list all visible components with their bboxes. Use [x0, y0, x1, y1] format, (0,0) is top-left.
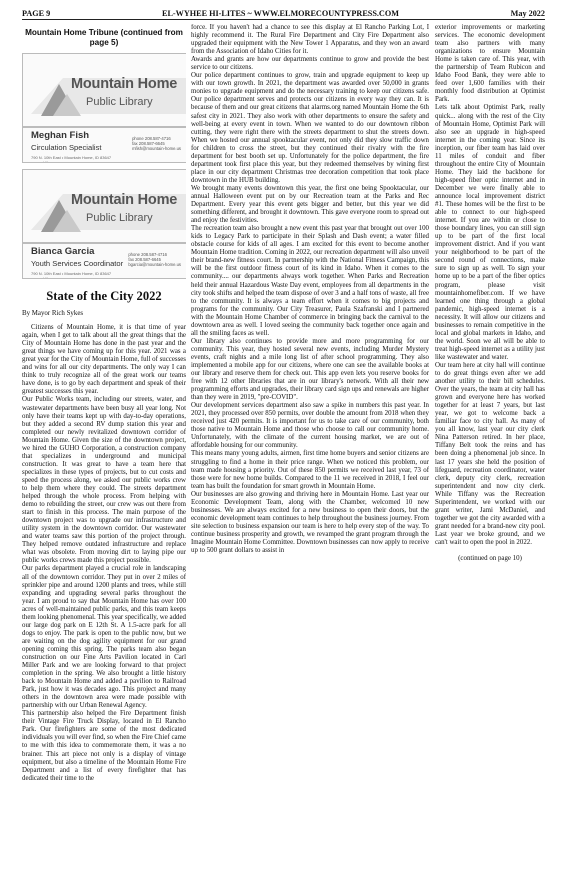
website: www.mhlibrary.org — [31, 161, 62, 163]
staff-role: Youth Services Coordinator — [31, 259, 124, 268]
column-1 — [22, 24, 186, 783]
phone: phone 208.587-4716 — [128, 252, 167, 257]
library-name-line1: Mountain Home — [71, 192, 178, 208]
paragraph: Our parks department played a crucial role in landscaping all of the downtown corridor. They put in over 2 miles of sprinkler pipe and around 1200 plants and trees, while still expanding and upgrading several parks throughout the year. I am proud to say that Mountain Home has over 100 acres of well-maintained public parks, and this team keeps them looking phenomenal. This year specifically, we added our large dog park on E 12th St. A 1.5-acre park for all dogs to enjoy. The park is open to the public now, but we are waiting on the dog agility equipment for our grand opening coming this spring. The parks team also began construction on our Fine Arts Pavilion located in Carl Miller Park and we are looking forward to that project completion in the spring. We also brought a little history back to Mountain Home and added a pavilion to Railroad Park, just how it was decades ago. This project and many others in the downtown area were made possible with partnership with our Urban Renewal Agency. — [22, 565, 186, 710]
library-card-1 — [22, 53, 186, 163]
address: 790 N. 10th East • Mountain Home, ID 83647 — [31, 155, 112, 160]
staff-name: Meghan Fish — [31, 130, 90, 141]
phone: phone 208.587-4716 — [132, 136, 171, 141]
fax: fax 208.587-6645 — [128, 257, 161, 263]
fax: fax 208.587-6645 — [132, 141, 165, 147]
issue-date: May 2022 — [510, 9, 545, 18]
paragraph: Our Public Works team, including our streets, water, and wastewater departments have been busy all year long. Not only have their teams kept up with day-to-day operations, but they added a second RV dump station this year and completed our newly revitalized downtown corridor of Mountain Home. Given the size of the downtown project, we hired the GUHO Corporation, a construction company that specializes in underground and municipal construction. It was great to have a team here that specializes in these types of projects, but to cut costs and speed the process along, we asked our public works crew to help them where they could. The streets department helped through the whole process. From helping with demo to rebuilding the street, our crew was out there from start to finish in this process. The main purpose of the downtown project was to upgrade our infrastructure and utility system in the downtown corridor. Our wastewater and water teams saw this portion of the project through. They helped remove outdated infrastructure and replace what was obsolete. From moving dirt to laying pipe our public works crews made this project possible. — [22, 396, 186, 565]
paragraph: Citizens of Mountain Home, it is that time of year again, when I get to talk about all the great things that the City of Mountain Home has done in the past year and the great things we have coming up for this year. 2021 was a great year for the City of Mountain Home, full of successes and wins for all our city departments. The only way I can think to truly recognize all of the great work our teams have done, is to go by each department and speak of their greatest successes this year. — [22, 324, 186, 396]
paragraph: Lets talk about Optimist Park, really quick... along with the rest of the City of Mountain Home, Optimist Park will also see an upgrade in high-speed internet in the coming year. Since its inception, our fiber team has laid over 11 miles of conduit and fiber throughout the entire City of Mountain Home. They laid the backbone for high-speed fiber optic internet and in December we were finally able to announce local improvement district #1. These homes will be the first to be able to connect to our high-speed internet. If you are within or close to those boundary lines, you can still sign up to be part of the first local improvement district. And if you want your neighborhood to be part of the second round of connections, make sure to sign up as well. To sign your home up to be a part of the fiber optics program, please visit mountainhomefiber.com. If we have learned one thing through a global pandemic, high-speed internet is a necessity. It will allow our citizens and businesses to remain competitive in the local and global markets in Idaho, and the world. Soon we all will be able to treat high-speed internet as a utility just like wastewater and water. — [435, 104, 545, 361]
library-name-line2: Public Library — [86, 212, 153, 224]
publication-line: EL-WYHEE HI-LITES ~ WWW.ELMORECOUNTYPRESS.COM — [161, 9, 399, 18]
paragraph: The recreation team also brought a new event this past year that brought out over 100 kids to Legacy Park to participate in their Splash and Dash event; a water filled obstacle course for kids of all ages. I am excited for this event to become another Mountain Home tradition. Coming in 2022, our recreation department will also unveil their brand-new fitness court. In partnership with the National Fitness Campaign, this will be the first outdoor fitness court of its kind in Idaho. When it comes to the community.... our departments always work together. When Parks and Recreation held their annual Hazardous Waste Day event, employees from all departments in the city took shifts and helped the team dispose of over 3 and a half tons of waste, all free to the community. It is always a team effort when it comes to big projects and programs for the community. Our City Treasurer, Paula Szafranski and I partnered with the Mountain Home Chamber of commerce in bringing back the carnival to the downtown area as well. I loved seeing the community back together once again and all the smiling faces as well. — [191, 225, 429, 337]
paragraph: force. If you haven't had a chance to see this display at El Rancho Parking Lot, I highly recommend it. The Rural Fire Department and City Fire Department also upgraded their equipment with the New Tower 1 Apparatus, and they won an award from the Association of Idaho Cities for it. — [191, 24, 429, 56]
paragraph: exterior improvements or marketing services. The economic development team also partners with many organizations to ensure Mountain Home is taken care of. This year, with the partnership of Team Rubicon and Idaho Food Bank, they were able to feed over 1,600 families with their monthly food distribution at Optimist Park. — [435, 24, 545, 104]
staff-role: Circulation Specialist — [31, 143, 102, 152]
website: www.mhlibrary.org — [31, 277, 62, 279]
library-name-line2: Public Library — [86, 96, 153, 108]
staff-name: Bianca Garcia — [31, 246, 95, 257]
paragraph: This means many young adults, airmen, first time home buyers and senior citizens are struggling to find a home in their price range. When we noticed this problem, our team made housing a priority. Out of these 850 permits we received last year, 73 of those were for new home builds. Compared to the 11 we received in 2018, I feel our team has built the foundation for smart growth in Mountain Home. — [191, 450, 429, 490]
library-name-line1: Mountain Home — [71, 76, 178, 92]
paragraph: Awards and grants are how our departments continue to grow and provide the best service to our citizens. — [191, 56, 429, 72]
contact-block — [128, 252, 181, 268]
column-3 — [435, 24, 545, 563]
page-number: PAGE 9 — [22, 9, 51, 18]
paragraph: We brought many events downtown this year, the first one being Spooktacular, our annual Halloween event put on by our Recreation team at the Parks and Rec Department. Every year this event gets bigger and better, but this year we did something different, and brought it downtown. This gave everyone room to spread out and enjoy the festivities. — [191, 184, 429, 225]
continued-note: (continued on page 10) — [458, 555, 522, 563]
email: mfish@mountain-home.us — [132, 146, 181, 152]
header-rule — [22, 19, 545, 20]
byline: By Mayor Rich Sykes — [22, 310, 84, 317]
column-2 — [191, 24, 429, 555]
email: bgarcia@mountain-home.us — [128, 262, 181, 268]
address: 790 N. 10th East • Mountain Home, ID 83647 — [31, 271, 112, 276]
paragraph: Our businesses are also growing and thriving here in Mountain Home. Last year our Economic Development Team, along with the Chamber, welcomed 10 new businesses. We are always excited for a new business to open their doors, but the economic development team continues to help throughout the business journey. From site selection to business expansion our team is here to help every step of the way. To continue business prosperity and growth, we revamped the grant program through the Imagine Mountain Home Committee. Downtown businesses can now apply to receive up to 500 grant dollars to assist in — [191, 490, 429, 555]
paragraph: This partnership also helped the Fire Department finish their Vintage Fire Truck Display, located in El Rancho Park. Our firefighters are some of the most dedicated individuals you will ever find, so when the Fire Chief came to me with this idea to commemorate them, it was a no brainer. This art piece not only is a display of vintage equipment, but also a timeline of the Mountain Home Fire Department and a list of every firefighter that has dedicated their time to the — [22, 710, 186, 782]
kicker: Mountain Home Tribune (continued from page 5) — [25, 28, 183, 47]
library-card-2 — [22, 169, 186, 279]
paragraph: Our library also continues to provide more and more programming for our community. This year, they hosted several new events, including Murder Mystery events, craft nights and a mile long list of after school programming. They also implemented a mobile app for our citizens, where one can see the available books at our library and reserve them for check out. This app even lets you reserve books for free with 12 other libraries that are in our library's network. With all their new programming efforts and upgrades, their library card sign ups and renewals are higher than they were in 2019, "pre-COVID". — [191, 337, 429, 402]
page-header — [22, 2, 545, 18]
paragraph: Our development services department also saw a spike in numbers this past year. In 2021, they processed over 850 permits, over double the amount from 2018 when they received just 420 permits. It is important for us to take care of our community, both those native to Mountain Home and those who choose to call our community home. Unfortunately, with the climate of the current housing market, we are out of affordable housing for our community. — [191, 402, 429, 450]
paragraph: Our team here at city hall will continue to do great things even after we add another utility to their bill schedules. Over the years, the team at city hall has grown and everyone here has worked together for at least 7 years, but last year, we got to welcome back a familiar face to city hall. As many of you all know, last year our city clerk Nina Patterson retired. In her place, Tiffany Belt took the reins and has been doing a phenomenal job since. In last 17 years she held the position of lifeguard, recreation coordinator, water clerk, deputy city clerk, recreation superintendent and now city clerk. While Tiffany was the Recreation Superintendent, we worked with our grant writer, Jami McDaniel, and together we got the city awarded with a grant needed for a brand-new city pool. Last year we broke ground, and we can't wait to open the pool in 2022. — [435, 361, 545, 546]
paragraph: Our police department continues to grow, train and upgrade equipment to keep up with our town growth. In 2021, the department was awarded over 50,000 in grants monies to upgrade equipment and do the necessary training to keep our citizens safe. Our police department serves and protects our citizens in every way they can. It is because of them and our great citizens that alarms.org named Mountain Home the 6th safest city in 2021. They also work with other departments to ensure the safety and well-being at every event in town. When we wanted to do our downtown ribbon cutting, they were right there with the streets department to shut the streets down. When we hosted our annual spooktacular event, not only did they slow traffic down for children to cross the street, but they continued their rivalry with the fire department for best booth set up. Unfortunately for the police department, the fire department took first place this year, but they redeemed themselves by wining first place in our city department Christmas tree decoration competition that took place downtown in the HUB building. — [191, 72, 429, 184]
contact-block — [132, 136, 181, 152]
article-title: State of the City 2022 — [46, 289, 162, 303]
